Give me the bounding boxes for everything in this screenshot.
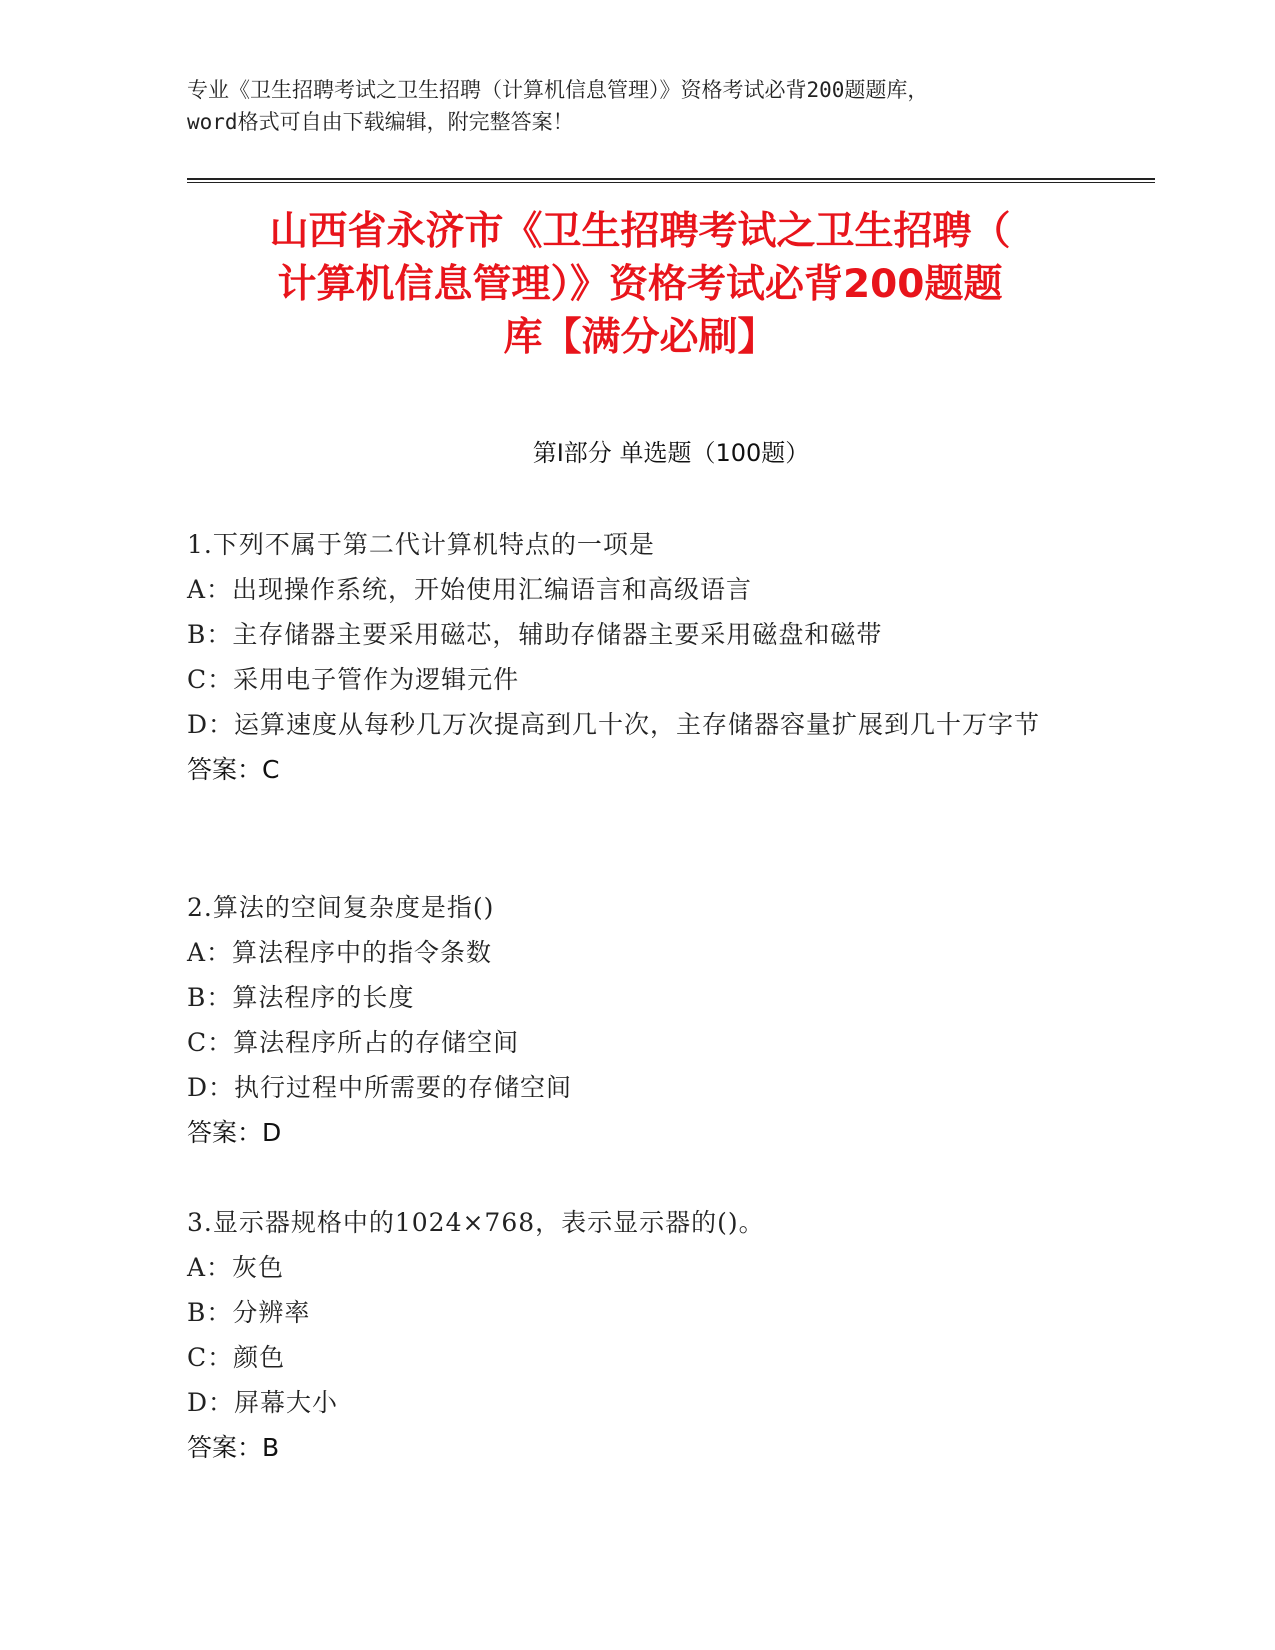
option-b: B：主存储器主要采用磁芯，辅助存储器主要采用磁盘和磁带 xyxy=(187,620,883,649)
option-d: D：屏幕大小 xyxy=(187,1388,339,1417)
option-b: B：分辨率 xyxy=(187,1298,311,1327)
answer: 答案：D xyxy=(187,1118,282,1147)
section-title: 第Ⅰ部分 单选题（100题） xyxy=(532,439,810,467)
header-note-line: word格式可自由下载编辑，附完整答案！ xyxy=(187,110,574,134)
question-stem: 1.下列不属于第二代计算机特点的一项是 xyxy=(187,530,655,559)
document-title-line: 库【满分必刷】 xyxy=(503,315,777,360)
option-c: C：算法程序所占的存储空间 xyxy=(187,1028,520,1057)
option-a: A：算法程序中的指令条数 xyxy=(187,938,493,967)
document-title xyxy=(150,205,1130,364)
option-a: A：出现操作系统，开始使用汇编语言和高级语言 xyxy=(187,575,753,604)
document-title-line: 山西省永济市《卫生招聘考试之卫生招聘（ xyxy=(269,209,1011,254)
question-item xyxy=(187,885,1087,1155)
document-title-line: 计算机信息管理）》资格考试必背200题题 xyxy=(277,262,1003,307)
question-item xyxy=(187,522,1087,792)
answer: 答案：B xyxy=(187,1433,280,1462)
answer: 答案：C xyxy=(187,755,280,784)
header-divider xyxy=(187,178,1155,180)
header-divider xyxy=(187,182,1155,183)
option-d: D：执行过程中所需要的存储空间 xyxy=(187,1073,573,1102)
question-item xyxy=(187,1200,1087,1470)
option-b: B：算法程序的长度 xyxy=(187,983,415,1012)
question-stem: 3.显示器规格中的1024×768，表示显示器的()。 xyxy=(187,1208,765,1237)
header-note xyxy=(187,74,1087,138)
question-stem: 2.算法的空间复杂度是指() xyxy=(187,893,495,922)
option-d: D：运算速度从每秒几万次提高到几十次，主存储器容量扩展到几十万字节 xyxy=(187,710,1041,739)
option-c: C：颜色 xyxy=(187,1343,286,1372)
header-note-line: 专业《卫生招聘考试之卫生招聘（计算机信息管理）》资格考试必背200题题库， xyxy=(187,78,929,102)
option-a: A：灰色 xyxy=(187,1253,285,1282)
option-c: C：采用电子管作为逻辑元件 xyxy=(187,665,520,694)
